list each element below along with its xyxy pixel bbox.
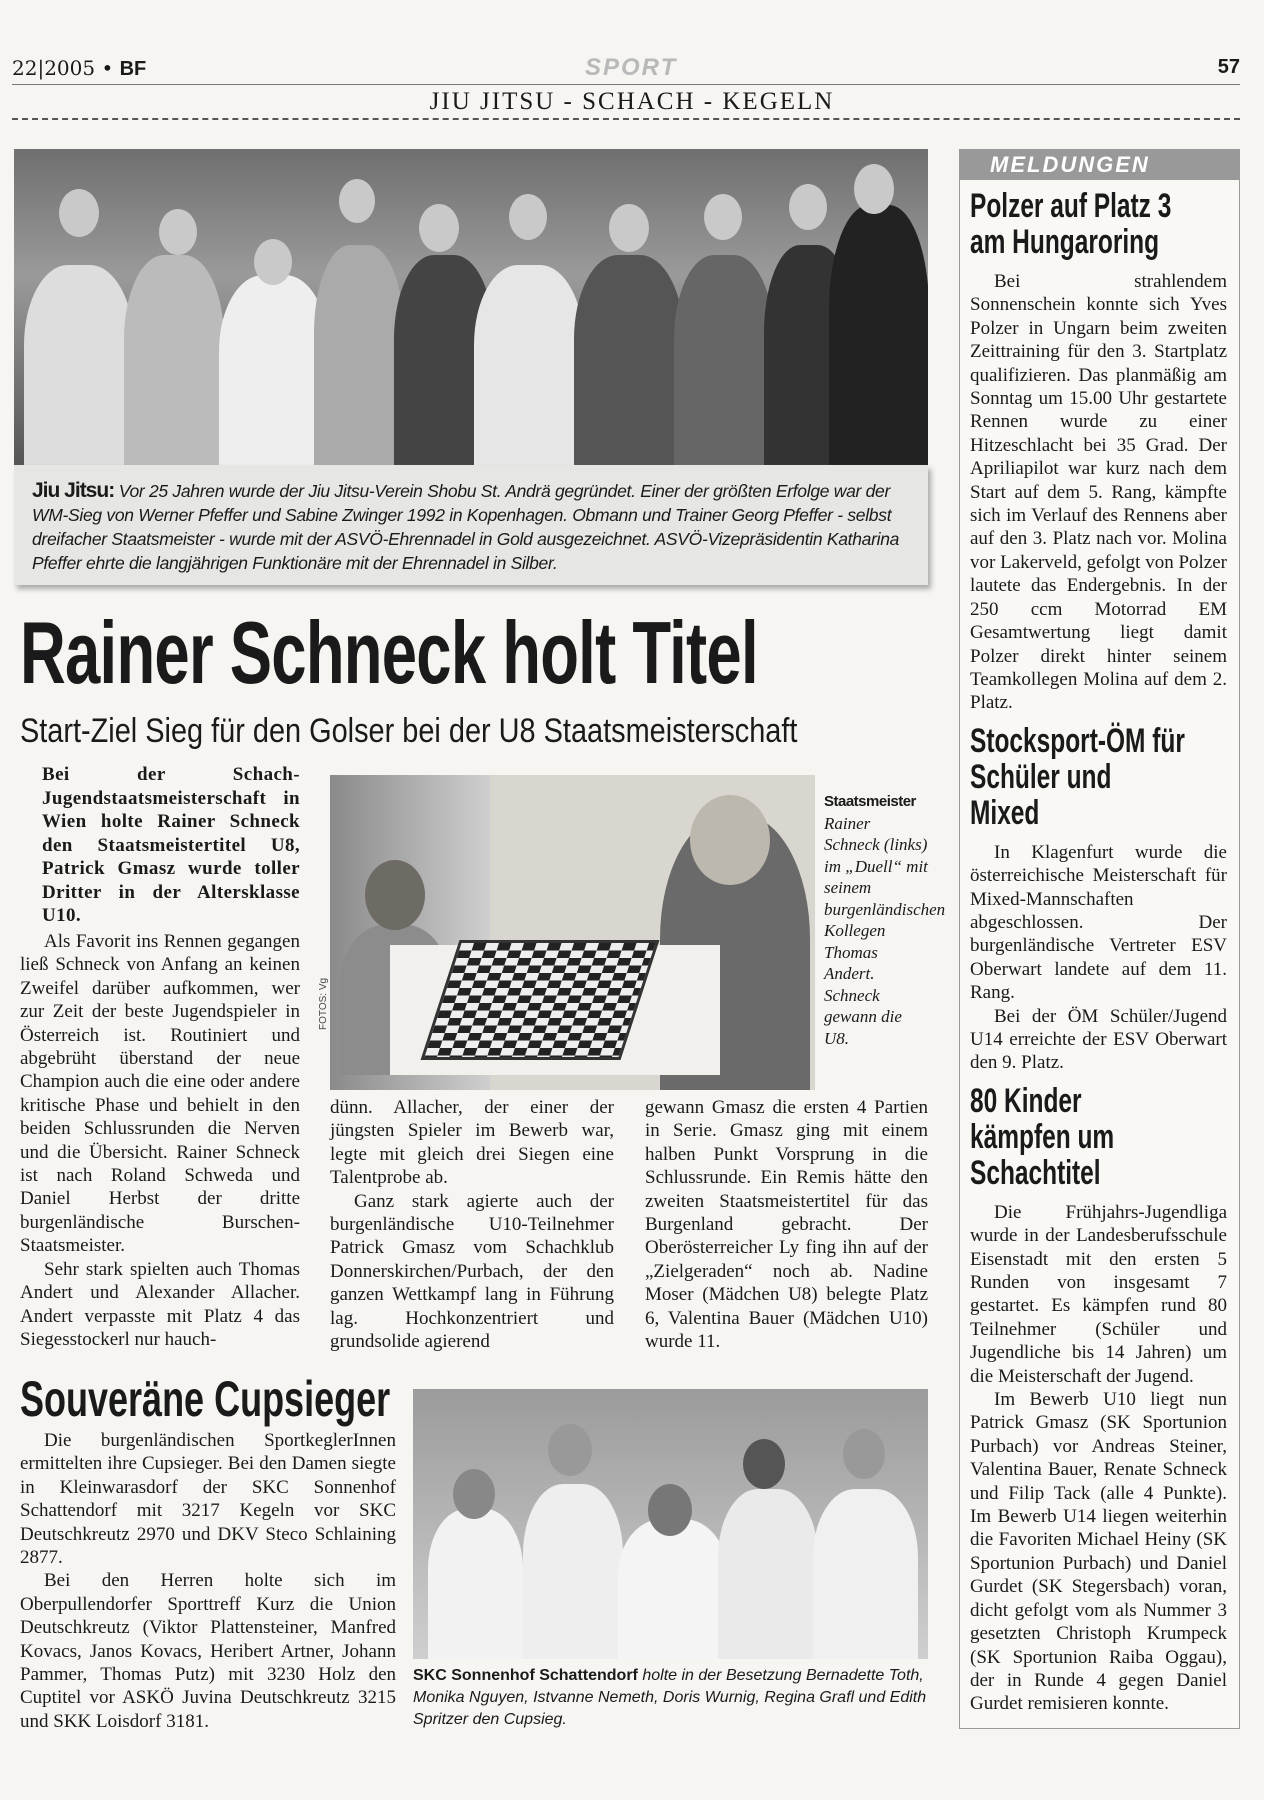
jiujitsu-group-photo <box>14 149 928 465</box>
section-name: SPORT <box>585 54 678 81</box>
main-headline: Rainer Schneck holt Titel <box>20 603 758 702</box>
issue-number: 22|2005 <box>12 56 96 80</box>
sidebar-item <box>960 1075 1239 1716</box>
paragraph: Ganz stark agierte auch der burgenländische U10-Teilnehmer Patrick Gmasz vom Schachklub Donnerskirchen/Purbach, der den ganzen Wettkampf lang in Führung lag. Hochkonzentriert und grundsolide agierend <box>330 1190 614 1353</box>
kegeln-headline: Souveräne Cupsieger <box>20 1371 391 1427</box>
sidebar-title: MELDUNGEN <box>960 150 1239 180</box>
sidebar-item <box>960 180 1239 715</box>
page-number: 57 <box>1217 56 1240 78</box>
chess-photo <box>330 775 815 1090</box>
paragraph: Bei den Herren holte sich im Oberpullendorfer Sporttreff Kurz die Union Deutschkreutz (Viktor Plattensteiner, Manfred Kovacs, Janos Kovacs, Heribert Artner, Johann Pammer, Thomas Putz) mit 3230 Holz den Cuptitel vor ASKÖ Juvina Deutschkreutz 3215 und SKK Loisdorf 3181. <box>20 1570 396 1732</box>
caption-text: Rainer Schneck (links) im „Duell“ mit seinem burgenländischen Kollegen Thomas Andert. Schneck gewann die U8. <box>824 813 946 1048</box>
paragraph: Sehr stark spielten auch Thomas Andert und Alexander Allacher. Andert verpasste mit Platz 4 das Siegesstockerl nur hauch- <box>20 1258 300 1350</box>
news-sidebar <box>959 149 1240 1729</box>
header-divider <box>12 84 1240 85</box>
sidebar-item-body <box>960 260 1239 715</box>
main-subheadline: Start-Ziel Sieg für den Golser bei der U8 Staatsmeisterschaft <box>20 712 798 750</box>
sidebar-item-body <box>960 1191 1239 1716</box>
jiujitsu-caption <box>14 465 928 585</box>
sidebar-item-headline: Polzer auf Platz 3 am Hungaroring <box>970 187 1172 261</box>
chess-board <box>421 940 660 1060</box>
bullet: • <box>101 56 114 80</box>
sidebar-item <box>960 715 1239 1075</box>
paragraph: Die Frühjahrs-Jugendliga wurde in der Landesberufsschule Eisenstadt mit den ersten 5 Runden von insgesamt 7 gestartet. Es kämpfen rund 80 Teilnehmer (Schüler und Jugendliche bis 14 Jahren) um die Meisterschaft der Jugend. <box>970 1201 1227 1387</box>
photo-credit: FOTOS: Vg <box>318 977 329 1030</box>
section-topics: JIU JITSU - SCHACH - KEGELN <box>429 88 835 115</box>
kegeln-team-photo <box>413 1389 928 1659</box>
caption-label: Staatsmeister <box>824 793 916 810</box>
paragraph: dünn. Allacher, der einer der jüngsten Spieler im Bewerb war, legte mit gleich drei Siegen eine Talentprobe ab. <box>330 1097 614 1189</box>
sidebar-item-body <box>960 831 1239 1075</box>
caption-text: holte in der Besetzung Bernadette Toth, Monika Nguyen, Istvanne Nemeth, Doris Wurnig, Regina Grafl und Edith Spritzer den Cupsieg. <box>413 1667 927 1728</box>
article-lead: Bei der Schach-Jugendstaatsmeisterschaft in Wien holte Rainer Schneck den Staatsmeistertitel U8, Patrick Gmasz wurde toller Dritter in der Altersklasse U10. <box>42 764 300 926</box>
paragraph: Als Favorit ins Rennen gegangen ließ Schneck von Anfang an keinen Zweifel darüber aufkommen, wer zur Zeit der beste Jugendspieler in Österreich ist. Routiniert und abgebrüht überstand der neue Champion auch die eine oder andere kritische Phase und behielt in den beiden Schlussrunden die Nerven und die Übersicht. Rainer Schneck ist nach Roland Schweda und Daniel Herbst der dritte burgenländische Burschen-Staatsmeister. <box>20 931 300 1257</box>
kegeln-body <box>20 1429 396 1733</box>
paragraph: Im Bewerb U10 liegt nun Patrick Gmasz (SK Sportunion Purbach) vor Andreas Steiner, Valentina Bauer, Renate Schneck und Filip Tack (alle 4 Punkte). Im Bewerb U14 liegen weiterhin die Favoriten Michael Heiny (SK Sportunion Purbach) und Daniel Gurdet (SK Stegersbach) voran, dicht gefolgt vom als Nummer 3 gesetzten Christoph Krumpeck (SK Sportunion Raiba Oggau), der in Runde 4 gegen Daniel Gurdet remisieren konnte. <box>970 1389 1227 1715</box>
chess-photo-caption <box>824 790 946 1049</box>
sidebar-item-headline: 80 Kinder kämpfen um Schachtitel <box>970 1081 1115 1192</box>
sidebar-item-headline: Stocksport-ÖM für Schüler und Mixed <box>970 721 1185 832</box>
article-column-1 <box>20 930 300 1351</box>
publication: BF <box>119 58 147 80</box>
dashed-divider <box>12 118 1240 120</box>
article-column-2 <box>330 1096 614 1353</box>
paragraph: Die burgenländischen SportkeglerInnen ermittelten ihre Cupsieger. Bei den Damen siegte in Kleinwarasdorf der SKC Sonnenhof Schattendorf mit 3217 Kegeln vor SKC Deutschkreutz 2970 und DKV Steco Schlaining 2877. <box>20 1430 396 1569</box>
kegeln-photo-caption <box>413 1665 928 1731</box>
article-column-3 <box>645 1096 928 1353</box>
issue-info <box>12 56 146 81</box>
caption-text: Vor 25 Jahren wurde der Jiu Jitsu-Verein Shobu St. Andrä gegründet. Einer der größten Erfolge war der WM-Sieg von Werner Pfeffer und Sabine Zwinger 1992 in Kopenhagen. Obmann und Trainer Georg Pfeffer - selbst dreifacher Staatsmeister - wurde mit der ASVÖ-Ehrennadel in Gold ausgezeichnet. ASVÖ-Vizepräsidentin Katharina Pfeffer ehrte die langjährigen Funktionäre mit der Ehrennadel in Silber. <box>32 481 900 573</box>
caption-label: SKC Sonnenhof Schattendorf <box>413 1667 638 1684</box>
caption-label: Jiu Jitsu: <box>32 479 115 502</box>
paragraph: Bei strahlendem Sonnenschein konnte sich Yves Polzer in Ungarn beim zweiten Zeittraining für den 3. Startplatz qualifizieren. Das planmäßig am Sonntag um 15.00 Uhr gestartete Rennen wurde zu einer Hitzeschlacht bei 35 Grad. Der Apriliapilot war kurz nach dem Start auf dem 5. Rang, kämpfte sich im Verlauf des Rennens aber auf den 3. Platz nach vor. Molina vor Lakerveld, gefolgt von Polzer lautete das Endergebnis. In der 250 ccm Motorrad EM Gesamtwertung liegt damit Polzer direkt hinter seinem Teamkollegen Molina auf dem 2. Platz. <box>970 271 1227 714</box>
paragraph: In Klagenfurt wurde die österreichische Meisterschaft für Mixed-Mannschaften abgeschlossen. Der burgenländische Vertreter ESV Oberwart landete auf dem 11. Rang. <box>970 841 1227 1004</box>
paragraph: gewann Gmasz die ersten 4 Partien in Serie. Gmasz ging mit einem halben Punkt Vorsprung in die Schlussrunde. Ein Remis hätte den zweiten Staatsmeistertitel für das Burgenland gebracht. Der Oberösterreicher Ly fing ihn auf der „Zielgeraden“ noch ab. Nadine Moser (Mädchen U8) belegte Platz 6, Valentina Bauer (Mädchen U10) wurde 11. <box>645 1097 928 1353</box>
paragraph: Bei der ÖM Schüler/Jugend U14 erreichte der ESV Oberwart den 9. Platz. <box>970 1005 1227 1074</box>
